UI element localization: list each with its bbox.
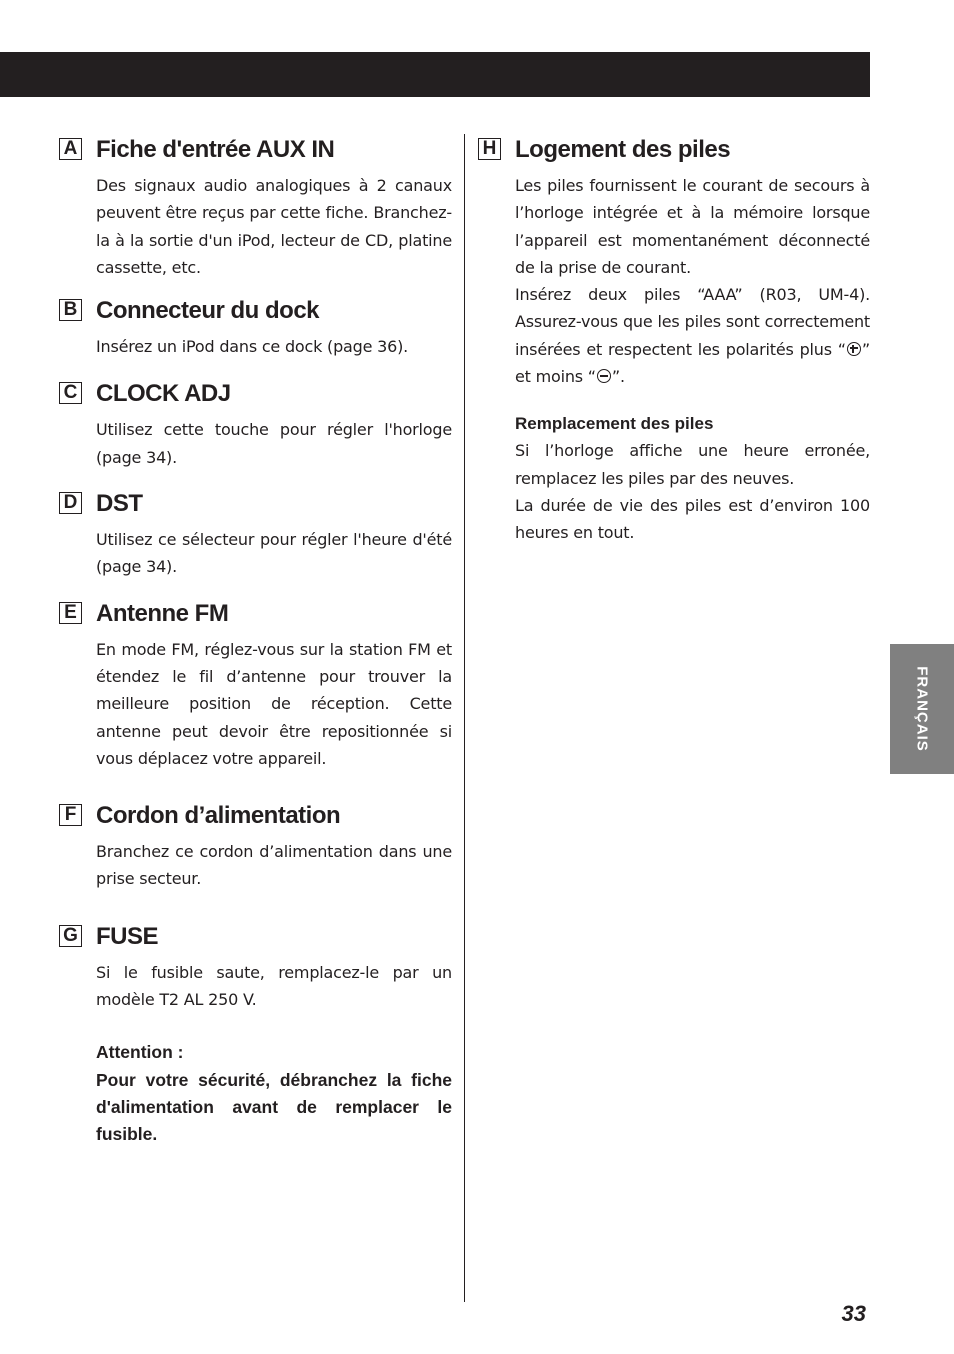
section-a	[59, 134, 452, 281]
section-letter: H	[478, 138, 501, 160]
section-c	[59, 378, 452, 471]
section-b	[59, 295, 452, 360]
minus-polarity-icon	[597, 369, 611, 383]
attention-notice	[96, 1039, 452, 1148]
language-tab-label: FRANÇAIS	[913, 666, 931, 752]
attention-text: Pour votre sécurité, débranchez la fiche d'alimentation avant de remplacer le fusible.	[96, 1069, 452, 1145]
subsection-text: Si l’horloge affiche une heure erronée, remplacez les piles par des neuves.	[515, 441, 870, 488]
section-letter: G	[59, 925, 82, 947]
section-text: Utilisez ce sélecteur pour régler l'heure d'été (page 34).	[96, 530, 452, 577]
subsection-title: Remplacement des piles	[515, 414, 714, 434]
section-title: Cordon d’alimentation	[96, 802, 341, 830]
section-title: Connecteur du dock	[96, 297, 320, 325]
section-title: Antenne FM	[96, 599, 229, 627]
section-letter: D	[59, 492, 82, 514]
section-text: Insérez un iPod dans ce dock (page 36).	[96, 337, 409, 357]
section-title: Fiche d'entrée AUX IN	[96, 136, 335, 163]
section-title: DST	[96, 490, 143, 518]
section-text: Des signaux audio analogiques à 2 canaux peuvent être reçus par cette fiche. Branchez-la à la sortie d'un iPod, lecteur de CD, platine cassette, etc.	[96, 176, 452, 277]
subsection-text: La durée de vie des piles est d’environ 100 heures en tout.	[515, 495, 870, 543]
section-text: En mode FM, réglez-vous sur la station FM et étendez le fil d’antenne pour trouver la meilleure position de réception. Cette antenne peut devoir être repositionnée si vous déplacez votre appareil.	[96, 639, 452, 768]
page-number: 33	[841, 1301, 866, 1326]
section-title: Logement des piles	[515, 136, 731, 163]
polarity-text-end: ”.	[611, 367, 625, 387]
section-letter: B	[59, 299, 82, 321]
attention-label: Attention :	[96, 1042, 184, 1063]
section-text: Utilisez cette touche pour régler l'horloge (page 34).	[96, 420, 452, 467]
plus-polarity-icon	[847, 342, 861, 356]
polarity-text-start: Insérez deux piles “AAA” (R03, UM-4). Assurez-vous que les piles sont correctement insérées et respectent les polarités plus “	[515, 285, 870, 359]
left-column	[59, 134, 452, 1149]
language-tab	[890, 644, 954, 774]
section-e	[59, 598, 452, 772]
section-text: Si le fusible saute, remplacez-le par un modèle T2 AL 250 V.	[96, 962, 452, 1010]
column-divider	[464, 134, 465, 1302]
section-h	[478, 134, 870, 547]
section-letter: A	[59, 138, 82, 160]
section-letter: C	[59, 382, 82, 404]
section-text: Branchez ce cordon d’alimentation dans une prise secteur.	[96, 842, 452, 889]
right-column	[478, 134, 870, 547]
section-letter: F	[59, 804, 82, 826]
polarity-paragraph	[515, 281, 870, 390]
section-f	[59, 800, 452, 893]
section-g	[59, 921, 452, 1149]
section-letter: E	[59, 602, 82, 624]
header-bar	[0, 52, 870, 97]
section-title: FUSE	[96, 922, 159, 950]
section-title: CLOCK ADJ	[96, 380, 231, 408]
polarity-text-mid: ” et moins “	[515, 339, 870, 387]
section-d	[59, 488, 452, 581]
section-text: Les piles fournissent le courant de secours à l’horloge intégrée et à la mémoire lorsque l’appareil est momentanément déconnecté de la prise de courant.	[515, 176, 870, 277]
